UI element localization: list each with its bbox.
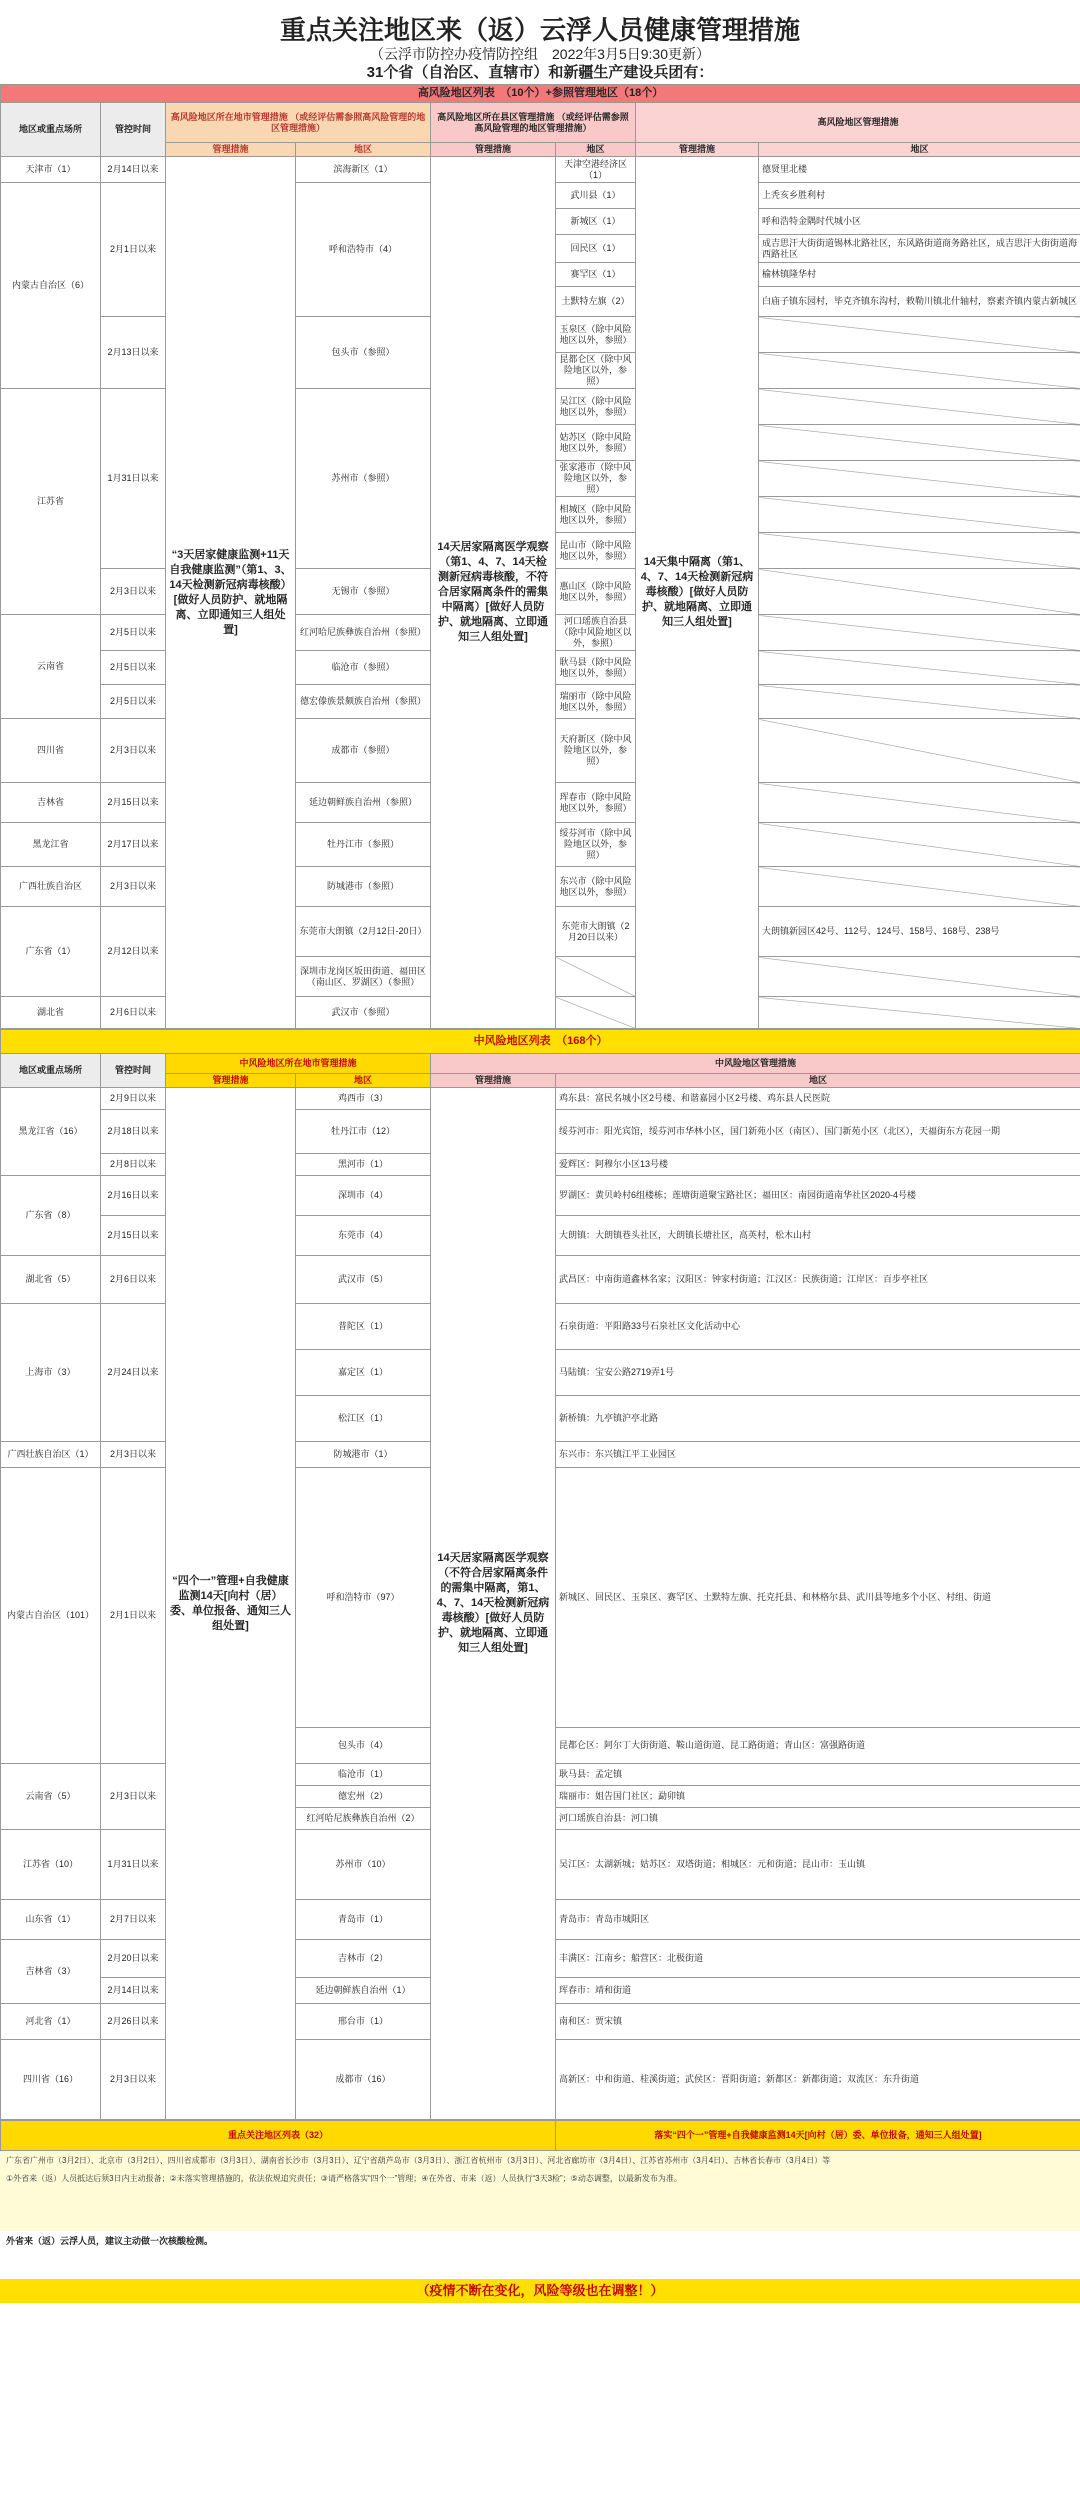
- detail-cell: 瑞丽市：姐告国门社区；勐卯镇: [556, 1786, 1080, 1808]
- spot-cell: 成吉思汗大街街道锡林北路社区，东风路街道商务路社区，成吉思汗大街街道海西路社区: [759, 235, 1080, 263]
- spot-cell: [759, 533, 1080, 569]
- time-cell: 2月15日以来: [101, 783, 166, 823]
- detail-cell: 河口瑶族自治县：河口镇: [556, 1808, 1080, 1830]
- footer-call-text: 外省来（返）云浮人员，建议主动做一次核酸检测。: [6, 2236, 214, 2246]
- county-cell: 武川县（1）: [556, 183, 636, 209]
- mid-measure: 14天居家隔离医学观察（不符合居家隔离条件的需集中隔离，第1、4、7、14天检测新冠病毒核酸）[做好人员防护、就地隔离、立即通知三人组处置]: [431, 1088, 556, 2120]
- time-cell: 2月3日以来: [101, 1442, 166, 1468]
- city-measure: “3天居家健康监测+11天自我健康监测”（第1、3、14天检测新冠病毒核酸）[做好人员防护、就地隔离、立即通知三人组处置]: [166, 157, 296, 1029]
- detail-cell: 爱辉区：阿穆尔小区13号楼: [556, 1154, 1080, 1176]
- county-cell: [556, 997, 636, 1029]
- region-cell: 吉林省: [1, 783, 101, 823]
- spot-cell: [759, 389, 1080, 425]
- region-cell: 广东省（8）: [1, 1176, 101, 1256]
- col-region: 地区或重点场所: [1, 103, 101, 157]
- sub-measure: 管理措施: [166, 143, 296, 157]
- sub-area: 地区: [556, 1074, 1080, 1088]
- spot-cell: 大朗镇新园区42号、112号、124号、158号、168号、238号: [759, 907, 1080, 957]
- mid-row: [1, 1088, 1080, 1110]
- city-cell: 包头市（参照）: [296, 317, 431, 389]
- sub-measure: 管理措施: [166, 1074, 296, 1088]
- city-cell: 防城港市（1）: [296, 1442, 431, 1468]
- col-county-measures: 高风险地区所在县区管理措施 （或经评估需参照高风险管理的地区管理措施）: [431, 103, 636, 143]
- detail-cell: 南和区：贾宋镇: [556, 2004, 1080, 2040]
- col-mid-measures: 中风险地区管理措施: [431, 1054, 1080, 1074]
- detail-cell: 新城区、回民区、玉泉区、赛罕区、土默特左旗、托克托县、和林格尔县、武川县等地多个小区、村组、街道: [556, 1468, 1080, 1728]
- city-cell: 苏州市（10）: [296, 1830, 431, 1900]
- county-measure: 14天居家隔离医学观察（第1、4、7、14天检测新冠病毒核酸，不符合居家隔离条件的需集中隔离）[做好人员防护、就地隔离、立即通知三人组处置]: [431, 157, 556, 1029]
- region-cell: 天津市（1）: [1, 157, 101, 183]
- time-cell: 2月17日以来: [101, 823, 166, 867]
- detail-cell: 绥芬河市：阳光宾馆，绥芬河市华林小区，国门新苑小区（南区）、国门新苑小区（北区），天福街东方花园一期: [556, 1110, 1080, 1154]
- col-time: 管控时间: [101, 103, 166, 157]
- time-cell: 2月24日以来: [101, 1304, 166, 1442]
- detail-cell: 高新区：中和街道、桂溪街道；武侯区：晋阳街道；新都区：新都街道；双流区：东升街道: [556, 2040, 1080, 2120]
- high-risk-table: [0, 84, 1080, 1029]
- county-cell: 姑苏区（除中风险地区以外，参照）: [556, 425, 636, 461]
- region-cell: 广西壮族自治区（1）: [1, 1442, 101, 1468]
- time-cell: 2月5日以来: [101, 615, 166, 651]
- county-cell: 赛罕区（1）: [556, 263, 636, 287]
- spot-cell: [759, 317, 1080, 353]
- time-cell: 2月20日以来: [101, 1940, 166, 1978]
- detail-cell: 珲春市：靖和街道: [556, 1978, 1080, 2004]
- focus-measure: 落实“四个一”管理+自我健康监测14天[向村（居）委、单位报备，通知三人组处置]: [556, 2121, 1080, 2151]
- city-cell: 武汉市（参照）: [296, 997, 431, 1029]
- sub-measure: 管理措施: [431, 143, 556, 157]
- county-cell: 河口瑶族自治县（除中风险地区以外，参照）: [556, 615, 636, 651]
- region-cell: 内蒙古自治区（6）: [1, 183, 101, 389]
- time-cell: 2月7日以来: [101, 1900, 166, 1940]
- col-city-measures: 中风险地区所在地市管理措施: [166, 1054, 431, 1074]
- spot-cell: 呼和浩特金隅时代城小区: [759, 209, 1080, 235]
- city-cell: 红河哈尼族彝族自治州（2）: [296, 1808, 431, 1830]
- time-cell: 2月8日以来: [101, 1154, 166, 1176]
- time-cell: 2月3日以来: [101, 719, 166, 783]
- time-cell: 1月31日以来: [101, 1830, 166, 1900]
- spot-cell: 榆林镇隆华村: [759, 263, 1080, 287]
- city-cell: 吉林市（2）: [296, 1940, 431, 1978]
- detail-cell: 耿马县：孟定镇: [556, 1764, 1080, 1786]
- col-time: 管控时间: [101, 1054, 166, 1088]
- region-cell: 上海市（3）: [1, 1304, 101, 1442]
- city-cell: 无锡市（参照）: [296, 569, 431, 615]
- city-cell: 临沧市（1）: [296, 1764, 431, 1786]
- time-cell: 2月14日以来: [101, 157, 166, 183]
- region-cell: 山东省（1）: [1, 1900, 101, 1940]
- time-cell: 2月6日以来: [101, 1256, 166, 1304]
- county-cell: 惠山区（除中风险地区以外，参照）: [556, 569, 636, 615]
- city-cell: 松江区（1）: [296, 1396, 431, 1442]
- spot-cell: [759, 615, 1080, 651]
- region-cell: 湖北省: [1, 997, 101, 1029]
- spot-cell: [759, 569, 1080, 615]
- spot-cell: [759, 823, 1080, 867]
- detail-cell: 罗湖区：黄贝岭村6组楼栋；莲塘街道聚宝路社区；福田区：南园街道南华社区2020-4号楼: [556, 1176, 1080, 1216]
- region-cell: 黑龙江省（16）: [1, 1088, 101, 1176]
- region-cell: 吉林省（3）: [1, 1940, 101, 2004]
- spot-cell: [759, 461, 1080, 497]
- time-cell: 2月6日以来: [101, 997, 166, 1029]
- city-cell: 防城港市（参照）: [296, 867, 431, 907]
- time-cell: 2月14日以来: [101, 1978, 166, 2004]
- city-cell: 深圳市（4）: [296, 1176, 431, 1216]
- county-cell: 天津空港经济区（1）: [556, 157, 636, 183]
- spot-cell: 德贤里北楼: [759, 157, 1080, 183]
- region-cell: 云南省（5）: [1, 1764, 101, 1830]
- detail-cell: 新桥镇：九亭镇沪亭北路: [556, 1396, 1080, 1442]
- city-cell: 延边朝鲜族自治州（1）: [296, 1978, 431, 2004]
- county-cell: 土默特左旗（2）: [556, 287, 636, 317]
- county-cell: 玉泉区（除中风险地区以外，参照）: [556, 317, 636, 353]
- city-measure: “四个一”管理+自我健康监测14天[向村（居）委、单位报备、通知三人组处置]: [166, 1088, 296, 2120]
- spot-cell: 白庙子镇东园村，毕克齐镇东沟村，敕勒川镇北什轴村，察素齐镇内蒙古新城区: [759, 287, 1080, 317]
- spot-cell: [759, 719, 1080, 783]
- spot-cell: [759, 957, 1080, 997]
- county-cell: 绥芬河市（除中风险地区以外，参照）: [556, 823, 636, 867]
- region-cell: 黑龙江省: [1, 823, 101, 867]
- detail-cell: 青岛市：青岛市城阳区: [556, 1900, 1080, 1940]
- region-cell: 广西壮族自治区: [1, 867, 101, 907]
- region-cell: 江苏省: [1, 389, 101, 615]
- spot-cell: [759, 783, 1080, 823]
- region-cell: 广东省（1）: [1, 907, 101, 997]
- col-city-measures: 高风险地区所在地市管理措施 （或经评估需参照高风险管理的地区管理措施）: [166, 103, 431, 143]
- time-cell: 2月5日以来: [101, 651, 166, 685]
- county-cell: 吴江区（除中风险地区以外，参照）: [556, 389, 636, 425]
- sub-area: 地区: [296, 1074, 431, 1088]
- region-cell: 江苏省（10）: [1, 1830, 101, 1900]
- detail-cell: 丰满区：江南乡；船营区：北极街道: [556, 1940, 1080, 1978]
- spot-cell: [759, 425, 1080, 461]
- spot-cell: [759, 997, 1080, 1029]
- region-cell: 内蒙古自治区（101）: [1, 1468, 101, 1764]
- detail-cell: 武昌区：中南街道鑫林名家；汉阳区：钟家村街道；江汉区：民族街道；江岸区：百步亭社区: [556, 1256, 1080, 1304]
- county-cell: [556, 957, 636, 997]
- detail-cell: 大朗镇：大朗镇巷头社区，大朗镇长塘社区，高英村，松木山村: [556, 1216, 1080, 1256]
- spot-cell: 上秃亥乡胜利村: [759, 183, 1080, 209]
- city-cell: 东莞市（4）: [296, 1216, 431, 1256]
- county-cell: 东莞市大朗镇（2月20日以来）: [556, 907, 636, 957]
- region-cell: 湖北省（5）: [1, 1256, 101, 1304]
- time-cell: 1月31日以来: [101, 389, 166, 569]
- time-cell: 2月13日以来: [101, 317, 166, 389]
- detail-cell: 石泉街道：平阳路33号石泉社区文化活动中心: [556, 1304, 1080, 1350]
- county-cell: 耿马县（除中风险地区以外，参照）: [556, 651, 636, 685]
- summary-line: 31个省（自治区、直辖市）和新疆生产建设兵团有：: [366, 64, 714, 81]
- spot-cell: [759, 867, 1080, 907]
- city-cell: 牡丹江市（12）: [296, 1110, 431, 1154]
- city-cell: 滨海新区（1）: [296, 157, 431, 183]
- detail-cell: 昆都仑区：阿尔丁大街街道、鞍山道街道、昆工路街道；青山区：富强路街道: [556, 1728, 1080, 1764]
- county-cell: 珲春市（除中风险地区以外，参照）: [556, 783, 636, 823]
- city-cell: 成都市（16）: [296, 2040, 431, 2120]
- detail-cell: 马陆镇：宝安公路2719弄1号: [556, 1350, 1080, 1396]
- spot-cell: [759, 353, 1080, 389]
- city-cell: 黑河市（1）: [296, 1154, 431, 1176]
- county-cell: 昆都仑区（除中风险地区以外，参照）: [556, 353, 636, 389]
- city-cell: 深圳市龙岗区坂田街道、福田区（南山区、罗湖区）（参照）: [296, 957, 431, 997]
- region-cell: 云南省: [1, 615, 101, 719]
- detail-cell: 鸡东县：富民名城小区2号楼、和谐嘉园小区2号楼、鸡东县人民医院: [556, 1088, 1080, 1110]
- sub-area: 地区: [759, 143, 1080, 157]
- time-cell: 2月9日以来: [101, 1088, 166, 1110]
- time-cell: 2月18日以来: [101, 1110, 166, 1154]
- page-subtitle: （云浮市防控办疫情防控组 2022年3月5日9:30更新）: [370, 46, 710, 62]
- city-cell: 邢台市（1）: [296, 2004, 431, 2040]
- focus-table: [0, 2120, 1080, 2151]
- high-measure: 14天集中隔离（第1、4、7、14天检测新冠病毒核酸）[做好人员防护、就地隔离、立即通知三人组处置]: [636, 157, 759, 1029]
- region-cell: 四川省（16）: [1, 2040, 101, 2120]
- county-cell: 东兴市（除中风险地区以外，参照）: [556, 867, 636, 907]
- sub-measure: 管理措施: [636, 143, 759, 157]
- city-cell: 青岛市（1）: [296, 1900, 431, 1940]
- mid-risk-table: [0, 1029, 1080, 2120]
- spot-cell: [759, 685, 1080, 719]
- spot-cell: [759, 497, 1080, 533]
- focus-label: 重点关注地区列表（32）: [1, 2121, 556, 2151]
- time-cell: 2月5日以来: [101, 685, 166, 719]
- city-cell: 普陀区（1）: [296, 1304, 431, 1350]
- focus-list: [0, 2151, 1080, 2231]
- sub-area: 地区: [556, 143, 636, 157]
- city-cell: 延边朝鲜族自治州（参照）: [296, 783, 431, 823]
- county-cell: 新城区（1）: [556, 209, 636, 235]
- page-title: 重点关注地区来（返）云浮人员健康管理措施: [279, 15, 800, 45]
- county-cell: 昆山市（除中风险地区以外，参照）: [556, 533, 636, 569]
- county-cell: 瑞丽市（除中风险地区以外，参照）: [556, 685, 636, 719]
- city-cell: 临沧市（参照）: [296, 651, 431, 685]
- time-cell: 2月3日以来: [101, 569, 166, 615]
- region-cell: 四川省: [1, 719, 101, 783]
- sub-area: 地区: [296, 143, 431, 157]
- col-region: 地区或重点场所: [1, 1054, 101, 1088]
- sub-measure: 管理措施: [431, 1074, 556, 1088]
- time-cell: 2月3日以来: [101, 1764, 166, 1830]
- county-cell: 回民区（1）: [556, 235, 636, 263]
- focus-areas-text: 广东省广州市（3月2日）、北京市（3月2日）、四川省成都市（3月3日）、湖南省长沙市（3月3日）、辽宁省葫芦岛市（3月3日）、浙江省杭州市（3月3日）、河北省廊坊市（3月4日）、江苏省苏州市（3月4日）、吉林省长春市（3月4日）等: [6, 2156, 831, 2165]
- detail-cell: 吴江区：太湖新城；姑苏区：双塔街道；相城区：元和街道；昆山市：玉山镇: [556, 1830, 1080, 1900]
- time-cell: 2月16日以来: [101, 1176, 166, 1216]
- city-cell: 成都市（参照）: [296, 719, 431, 783]
- time-cell: 2月3日以来: [101, 867, 166, 907]
- city-cell: 东莞市大朗镇（2月12日-20日）: [296, 907, 431, 957]
- high-banner: 高风险地区列表 （10个）+参照管理地区（18个）: [1, 85, 1080, 103]
- city-cell: 呼和浩特市（97）: [296, 1468, 431, 1728]
- footer-warning: （疫情不断在变化，风险等级也在调整！）: [0, 2279, 1080, 2303]
- mid-banner: 中风险地区列表 （168个）: [1, 1030, 1080, 1054]
- city-cell: 鸡西市（3）: [296, 1088, 431, 1110]
- detail-cell: 东兴市：东兴镇江平工业园区: [556, 1442, 1080, 1468]
- time-cell: 2月3日以来: [101, 2040, 166, 2120]
- county-cell: 张家港市（除中风险地区以外，参照）: [556, 461, 636, 497]
- county-cell: 相城区（除中风险地区以外，参照）: [556, 497, 636, 533]
- city-cell: 武汉市（5）: [296, 1256, 431, 1304]
- time-cell: 2月15日以来: [101, 1216, 166, 1256]
- footer-call: [0, 2231, 1080, 2279]
- notes-text: ①外省来（返）人员抵达后须3日内主动报备；②未落实管理措施的，依法依规追究责任；③请严格落实“四个一”管理；④在外省、市来（返）人员执行“3天3检”；⑤动态调整，以最新发布为准。: [6, 2174, 682, 2183]
- col-high-measures: 高风险地区管理措施: [636, 103, 1080, 143]
- time-cell: 2月26日以来: [101, 2004, 166, 2040]
- city-cell: 牡丹江市（参照）: [296, 823, 431, 867]
- high-row: [1, 157, 1080, 183]
- city-cell: 包头市（4）: [296, 1728, 431, 1764]
- spot-cell: [759, 651, 1080, 685]
- time-cell: 2月12日以来: [101, 907, 166, 997]
- city-cell: 红河哈尼族彝族自治州（参照）: [296, 615, 431, 651]
- county-cell: 天府新区（除中风险地区以外，参照）: [556, 719, 636, 783]
- city-cell: 苏州市（参照）: [296, 389, 431, 569]
- region-cell: 河北省（1）: [1, 2004, 101, 2040]
- city-cell: 嘉定区（1）: [296, 1350, 431, 1396]
- city-cell: 德宏傣族景颇族自治州（参照）: [296, 685, 431, 719]
- time-cell: 2月1日以来: [101, 1468, 166, 1764]
- city-cell: 呼和浩特市（4）: [296, 183, 431, 317]
- time-cell: 2月1日以来: [101, 183, 166, 317]
- city-cell: 德宏州（2）: [296, 1786, 431, 1808]
